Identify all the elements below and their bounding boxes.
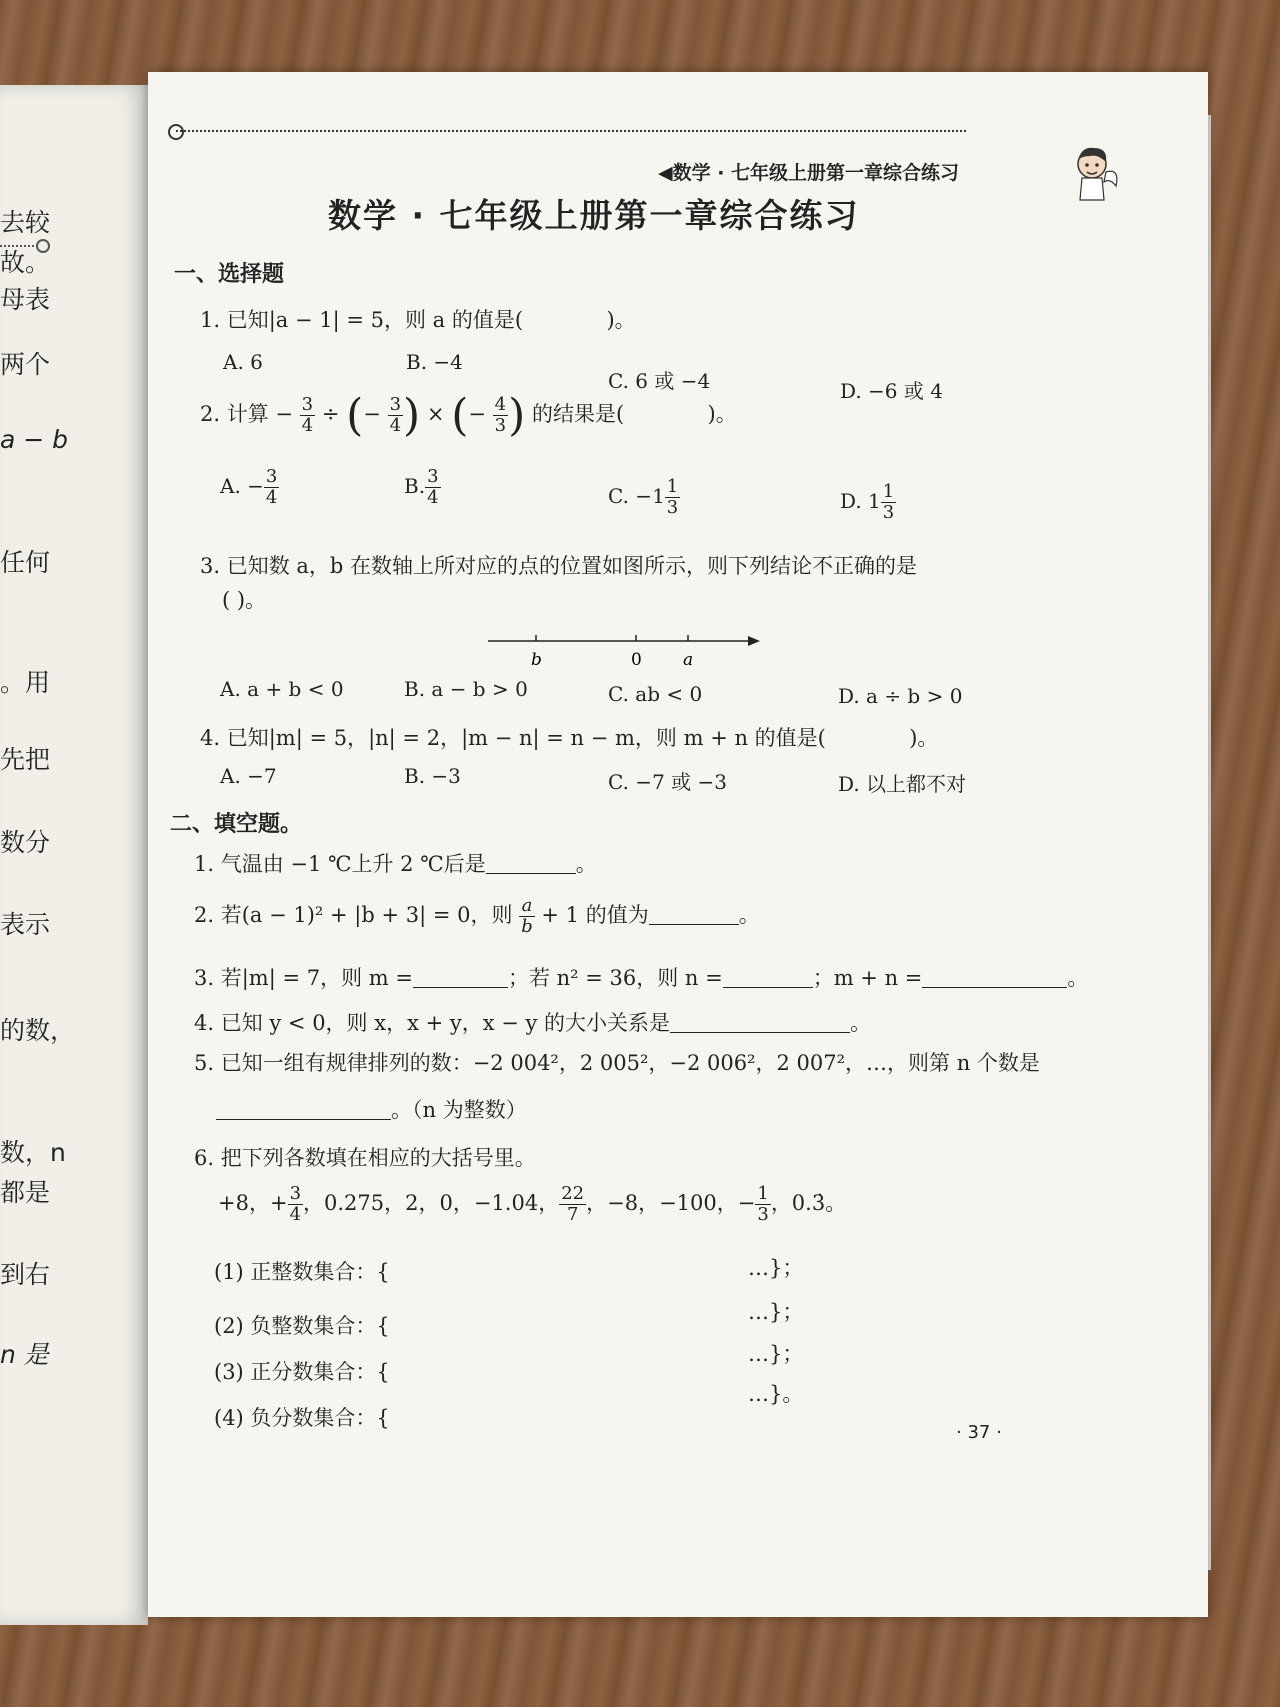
left-fragment: 。用 xyxy=(0,668,51,697)
axis-label-b: b xyxy=(531,650,542,670)
answer-blank[interactable] xyxy=(670,1012,850,1033)
number-line xyxy=(478,627,768,673)
question-2: 2. 计算 − $\frac{3}{4}$ ÷ (− $\frac{3}{4}$ ) × (− $\frac{4}{3}$ ) 的结果是( )。 xyxy=(200,390,737,441)
fraction: $\frac{3}{4}$ xyxy=(289,1183,302,1225)
left-fragment: 任何 xyxy=(0,548,51,577)
left-fragment: 表示 xyxy=(0,910,51,939)
option-a: A. a + b < 0 xyxy=(220,677,344,701)
fill-question-3: 3. 若|m| = 7，则 m = ；若 n² = 36，则 n = ；m + n = 。 xyxy=(194,966,1089,990)
left-fragment: n 是 xyxy=(0,1340,49,1369)
question-3: 3. 已知数 a，b 在数轴上所对应的点的位置如图所示，则下列结论不正确的是 xyxy=(200,554,918,578)
fill-question-6: 6. 把下列各数填在相应的大括号里。 xyxy=(194,1146,536,1170)
operator: ÷ xyxy=(321,402,340,426)
fill-question-1: 1. 气温由 −1 ℃上升 2 ℃后是 。 xyxy=(194,852,597,876)
operator: × xyxy=(426,402,445,426)
question-close: )。 xyxy=(909,726,939,750)
fraction: $\frac{a}{b}$ xyxy=(521,895,533,937)
fraction: $\frac{3}{4}$ xyxy=(301,394,314,436)
fraction: $\frac{1}{3}$ xyxy=(882,481,895,523)
option-a: A. − $\frac{3}{4}$ xyxy=(220,466,278,508)
fill-question-2: 2. 若(a − 1)² + |b + 3| = 0，则 $\frac{a}{b}$ + 1 的值为 。 xyxy=(194,895,760,937)
question-text: 1. 已知|a − 1| = 5，则 a 的值是( xyxy=(200,308,524,332)
set-negative-integers: (2) 负整数集合：{ xyxy=(214,1314,390,1338)
option-a: A. −7 xyxy=(220,764,277,788)
answer-blank[interactable] xyxy=(649,904,739,925)
left-fragment: 到右 xyxy=(0,1260,51,1289)
answer-blank[interactable] xyxy=(922,967,1067,988)
question-1 xyxy=(200,304,636,334)
left-page xyxy=(0,85,148,1625)
header-dotted-line xyxy=(176,130,966,142)
fraction: $\frac{3}{4}$ xyxy=(265,466,278,508)
set-end: …}； xyxy=(748,1300,804,1324)
fill-question-4: 4. 已知 y < 0，则 x，x + y，x − y 的大小关系是 。 xyxy=(194,1011,872,1035)
fill-question-5: 5. 已知一组有规律排列的数：−2 004²，2 005²，−2 006²，2 007²，…，则第 n 个数是 xyxy=(194,1051,1040,1075)
option-c: C. ab < 0 xyxy=(608,682,703,706)
left-fragment: 先把 xyxy=(0,745,51,774)
page-title: 数学 · 七年级上册第一章综合练习 xyxy=(328,196,860,235)
left-fragment: a − b xyxy=(0,425,69,454)
answer-blank[interactable] xyxy=(486,853,576,874)
answer-blank[interactable] xyxy=(723,967,813,988)
option-d: D. −6 或 4 xyxy=(840,379,943,403)
question-text: 的结果是( xyxy=(531,402,625,426)
set-end: …}； xyxy=(748,1342,804,1366)
option-d: D. 1 $\frac{1}{3}$ xyxy=(840,481,895,523)
option-b: B. −4 xyxy=(406,350,463,374)
left-fragment: 两个 xyxy=(0,350,51,379)
section-heading-fill: 二、填空题。 xyxy=(170,812,303,837)
number-list: +8，+ $\frac{3}{4}$ ，0.275，2，0，−1.04， $\frac{22}{7}$ ，−8，−100，− $\frac{1}{3}$ ，0.3̇。 xyxy=(218,1183,847,1225)
set-positive-integers: (1) 正整数集合：{ xyxy=(214,1260,390,1284)
axis-label-a: a xyxy=(683,650,694,670)
fraction: $\frac{3}{4}$ xyxy=(427,466,439,508)
question-3-paren: ( )。 xyxy=(222,588,267,612)
option-d: D. 以上都不对 xyxy=(838,772,967,796)
option-d: D. a ÷ b > 0 xyxy=(838,684,963,708)
set-end: …}。 xyxy=(748,1382,804,1406)
page-number: · 37 · xyxy=(956,1422,1002,1443)
fraction: $\frac{4}{3}$ xyxy=(494,394,507,436)
set-negative-fractions: (4) 负分数集合：{ xyxy=(214,1406,390,1430)
left-fragment: 数分 xyxy=(0,828,51,857)
option-c: C. −7 或 −3 xyxy=(608,770,727,794)
running-title: ◀数学 · 七年级上册第一章综合练习 xyxy=(658,162,960,184)
left-fragment: 母表 xyxy=(0,285,51,314)
question-4 xyxy=(200,722,938,752)
left-fragment: 的数， xyxy=(0,1016,76,1045)
option-c: C. −1 $\frac{1}{3}$ xyxy=(608,476,679,518)
question-close: )。 xyxy=(606,308,636,332)
fraction: $\frac{1}{3}$ xyxy=(666,476,679,518)
set-end: …}； xyxy=(748,1256,804,1280)
option-a: A. 6 xyxy=(223,350,263,374)
fraction: $\frac{3}{4}$ xyxy=(389,394,402,436)
option-b: B. a − b > 0 xyxy=(404,677,528,701)
question-text: 4. 已知|m| = 5，|n| = 2，|m − n| = n − m，则 m + n 的值是( xyxy=(200,726,826,750)
left-fragment: 都是 xyxy=(0,1178,51,1207)
left-fragment: 去较 xyxy=(0,208,51,237)
option-b: B. −3 xyxy=(404,764,461,788)
option-c: C. 6 或 −4 xyxy=(608,369,711,393)
answer-blank[interactable] xyxy=(216,1099,391,1120)
operator: − xyxy=(363,402,381,426)
fill-question-5-answer: 。（n 为整数） xyxy=(216,1094,527,1124)
question-text: 2. 计算 − xyxy=(200,402,293,426)
set-positive-fractions: (3) 正分数集合：{ xyxy=(214,1360,390,1384)
question-close: )。 xyxy=(707,402,737,426)
section-heading-choice: 一、选择题 xyxy=(174,262,285,287)
fraction: $\frac{1}{3}$ xyxy=(757,1183,769,1225)
worksheet-page xyxy=(148,72,1208,1617)
cartoon-mascot-icon xyxy=(1068,142,1120,202)
left-fragment: 数，n xyxy=(0,1138,66,1167)
axis-label-zero: 0 xyxy=(631,650,642,670)
option-b: B. $\frac{3}{4}$ xyxy=(404,466,439,508)
left-fragment: 故。 xyxy=(0,248,51,277)
answer-blank[interactable] xyxy=(413,967,508,988)
fraction: $\frac{22}{7}$ xyxy=(561,1183,585,1225)
operator: − xyxy=(468,402,486,426)
